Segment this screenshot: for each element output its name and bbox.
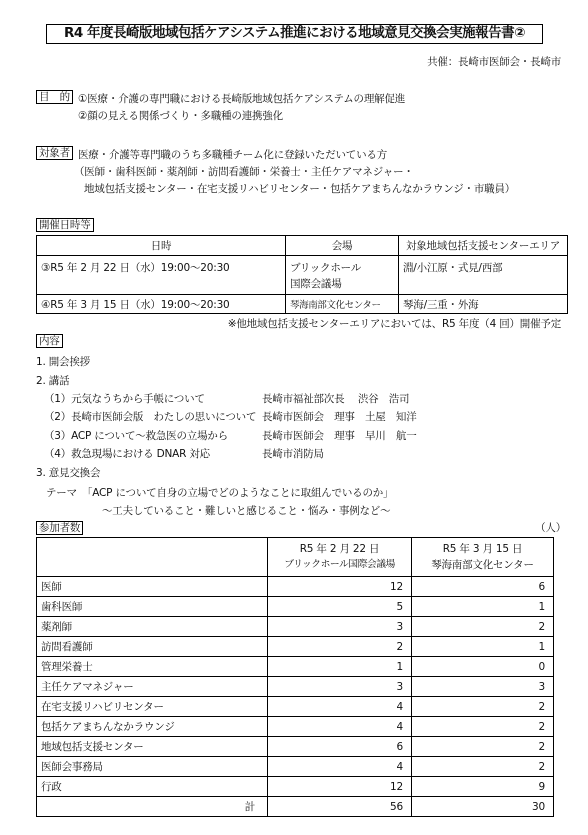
participants-header-row [37, 538, 554, 577]
content-label: 内容 [36, 334, 63, 348]
schedule-header-row [37, 236, 568, 256]
talk-title: （2）長崎市医師会版 わたしの思いについて [44, 411, 257, 423]
schedule-note: ※他地域包括支援センターエリアにおいては、R5 年度（4 回）開催予定 [227, 318, 561, 330]
target-line-1: 医療・介護等専門職のうち多職種チーム化に登録いただいている方 [78, 149, 387, 161]
count-col-2: 2 [412, 737, 554, 757]
content-item-1: 1. 開会挨拶 [36, 356, 90, 368]
schedule-section [36, 218, 94, 232]
count-col-2: 2 [412, 717, 554, 737]
target-label: 対象者 [36, 146, 73, 160]
schedule-area: 淵/小江原・式見/西部 [399, 256, 568, 295]
talk-title: （1）元気なうちから手帳について [44, 393, 205, 405]
participants-header-col-1 [268, 538, 412, 577]
count-col-1: 3 [268, 617, 412, 637]
participants-col-2-venue: 琴海南部文化センター [431, 559, 534, 571]
schedule-header-datetime: 日時 [37, 236, 286, 256]
profession-name: 地域包括支援センター [37, 737, 268, 757]
talk-speaker: 長崎市福祉部次長 渋谷 浩司 [262, 393, 410, 405]
table-row [37, 597, 554, 617]
organizers: 共催：長崎市医師会・長崎市 [427, 56, 561, 68]
talk-title: （4）救急現場における DNAR 対応 [44, 448, 210, 460]
schedule-venue-line-2: 国際会議場 [290, 278, 342, 290]
theme-line-2: ～工夫していること・難しいと感じること・悩み・事例など～ [102, 505, 391, 517]
count-col-2: 1 [412, 597, 554, 617]
total-label: 計 [37, 797, 268, 817]
participants-col-1-date: R5 年 2 月 22 日 [299, 543, 380, 555]
target-section [36, 146, 73, 160]
table-row [37, 717, 554, 737]
table-row [37, 757, 554, 777]
profession-name: 医師 [37, 577, 268, 597]
count-col-1: 4 [268, 717, 412, 737]
table-row [37, 737, 554, 757]
profession-name: 薬剤師 [37, 617, 268, 637]
count-col-1: 6 [268, 737, 412, 757]
purpose-label: 目 的 [36, 90, 73, 104]
count-col-1: 5 [268, 597, 412, 617]
count-col-2: 6 [412, 577, 554, 597]
count-col-1: 3 [268, 677, 412, 697]
schedule-row [37, 295, 568, 314]
schedule-area: 琴海/三重・外海 [399, 295, 568, 314]
table-row [37, 777, 554, 797]
schedule-label: 開催日時等 [36, 218, 94, 232]
talk-speaker: 長崎市医師会 理事 早川 航一 [262, 430, 417, 442]
purpose-section [36, 90, 73, 104]
profession-name: 医師会事務局 [37, 757, 268, 777]
profession-name: 訪問看護師 [37, 637, 268, 657]
talk-speaker: 長崎市医師会 理事 土屋 知洋 [262, 411, 417, 423]
count-col-2: 9 [412, 777, 554, 797]
schedule-venue [286, 256, 399, 295]
profession-name: 管理栄養士 [37, 657, 268, 677]
total-col-2: 30 [412, 797, 554, 817]
count-col-2: 3 [412, 677, 554, 697]
talk-speaker: 長崎市消防局 [262, 448, 324, 460]
profession-name: 在宅支援リハビリセンター [37, 697, 268, 717]
report-title: R4 年度長崎版地域包括ケアシステム推進における地域意見交換会実施報告書② [46, 24, 543, 44]
count-col-2: 2 [412, 697, 554, 717]
schedule-venue-line-1: ブリックホール [290, 262, 362, 274]
participants-col-2-date: R5 年 3 月 15 日 [442, 543, 523, 555]
schedule-venue: 琴海南部文化センター [286, 295, 399, 314]
total-row [37, 797, 554, 817]
count-col-2: 2 [412, 617, 554, 637]
table-row [37, 697, 554, 717]
schedule-row [37, 256, 568, 295]
participants-col-1-venue: ブリックホール国際会議場 [284, 559, 395, 570]
participants-header-col-2 [412, 538, 554, 577]
total-col-1: 56 [268, 797, 412, 817]
count-col-1: 12 [268, 577, 412, 597]
table-row [37, 577, 554, 597]
talk-title: （3）ACP について～救急医の立場から [44, 430, 228, 442]
profession-name: 主任ケアマネジャー [37, 677, 268, 697]
target-line-2: （医師・歯科医師・薬剤師・訪問看護師・栄養士・主任ケアマネジャー・ [74, 166, 414, 178]
profession-name: 包括ケアまちんなかラウンジ [37, 717, 268, 737]
content-section [36, 334, 63, 348]
schedule-header-area: 対象地域包括支援センターエリア [399, 236, 568, 256]
profession-name: 歯科医師 [37, 597, 268, 617]
schedule-header-venue: 会場 [286, 236, 399, 256]
count-col-2: 1 [412, 637, 554, 657]
table-row [37, 657, 554, 677]
purpose-line-2: ②顔の見える関係づくり・多職種の連携強化 [78, 110, 283, 122]
participants-label: 参加者数 [36, 521, 83, 535]
table-row [37, 617, 554, 637]
participants-header-blank [37, 538, 268, 577]
schedule-table [36, 235, 568, 314]
participants-unit: （人） [535, 522, 566, 534]
count-col-1: 4 [268, 757, 412, 777]
target-line-3: 地域包括支援センター・在宅支援リハビリセンター・包括ケアまちんなかラウンジ・市職員） [84, 183, 516, 195]
purpose-line-1: ①医療・介護の専門職における長崎版地域包括ケアシステムの理解促進 [78, 93, 406, 105]
theme-line-1: テーマ 「ACP について自身の立場でどのようなことに取組んでいるのか」 [46, 487, 394, 499]
table-row [37, 677, 554, 697]
profession-name: 行政 [37, 777, 268, 797]
schedule-datetime: ③R5 年 2 月 22 日（水）19:00～20:30 [37, 256, 286, 295]
count-col-1: 1 [268, 657, 412, 677]
participants-section [36, 521, 83, 535]
count-col-1: 12 [268, 777, 412, 797]
count-col-1: 4 [268, 697, 412, 717]
count-col-1: 2 [268, 637, 412, 657]
content-item-2: 2. 講話 [36, 375, 70, 387]
schedule-datetime: ④R5 年 3 月 15 日（水）19:00～20:30 [37, 295, 286, 314]
participants-table [36, 537, 554, 817]
table-row [37, 637, 554, 657]
count-col-2: 0 [412, 657, 554, 677]
content-item-3: 3. 意見交換会 [36, 467, 101, 479]
count-col-2: 2 [412, 757, 554, 777]
